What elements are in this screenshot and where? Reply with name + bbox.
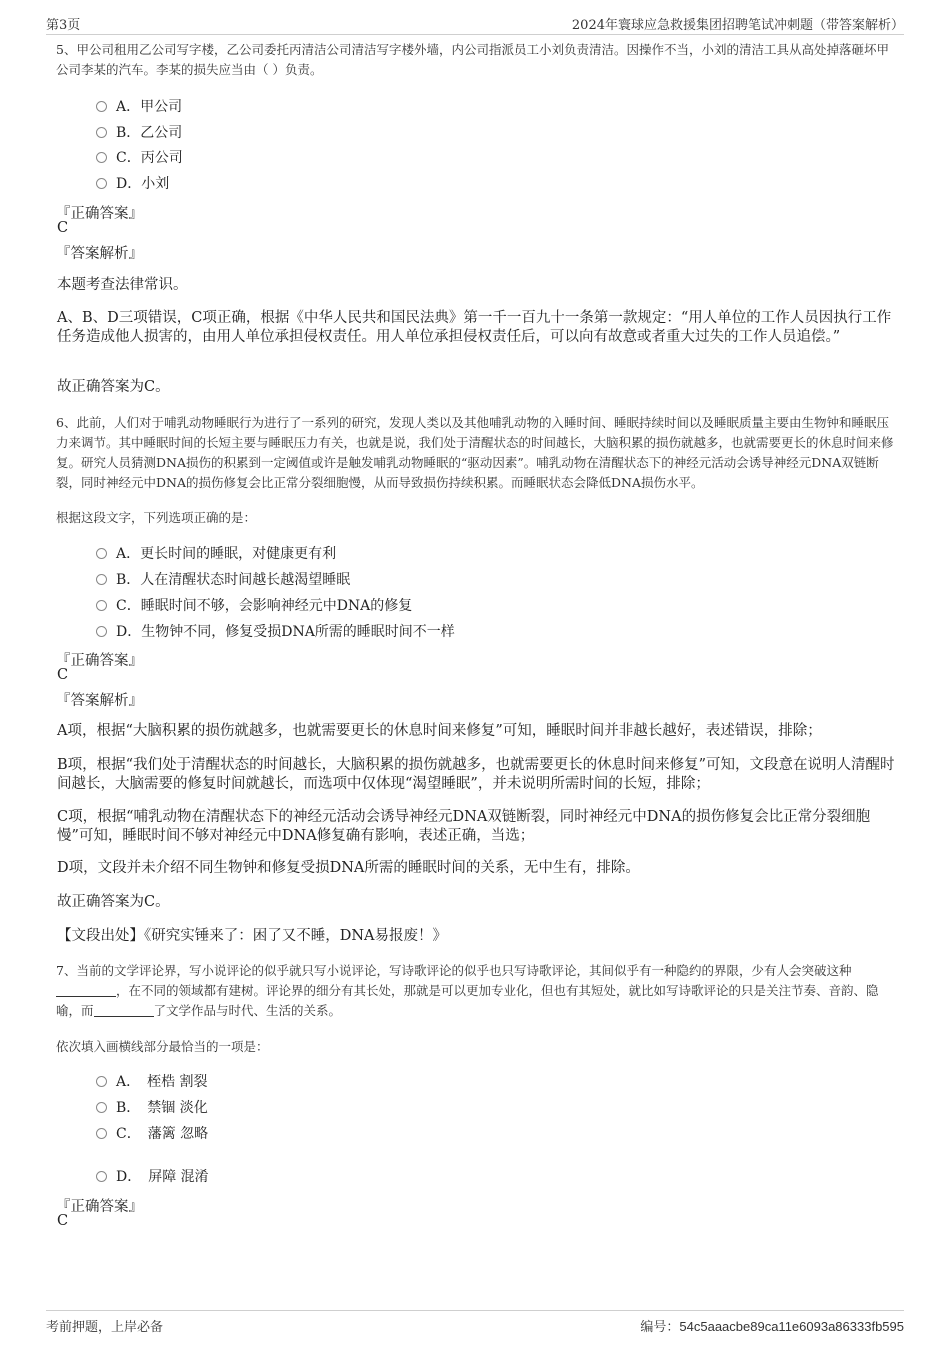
option-a[interactable]: A． 桎梏 割裂 <box>96 1071 208 1091</box>
option-d[interactable]: D．小刘 <box>96 173 169 193</box>
correct-answer-value: C <box>57 667 69 683</box>
page-footer <box>46 1310 904 1333</box>
question-6-prompt: 根据这段文字，下列选项正确的是： <box>56 510 257 525</box>
option-d[interactable]: D． 屏障 混淆 <box>96 1166 209 1186</box>
source-citation: 【文段出处】《研究实锤来了：困了又不睡，DNA易报废！》 <box>57 928 448 944</box>
radio-icon[interactable] <box>96 127 107 138</box>
analysis-label: 『答案解析』 <box>56 246 143 262</box>
radio-icon[interactable] <box>96 626 107 637</box>
option-c[interactable]: C． 藩篱 忽略 <box>96 1123 208 1143</box>
analysis-paragraph: D项，文段并未介绍不同生物钟和修复受损DNA所需的睡眠时间的关系，无中生有，排除。 <box>57 860 640 876</box>
radio-icon[interactable] <box>96 600 107 611</box>
analysis-paragraph: 本题考查法律常识。 <box>57 277 188 293</box>
correct-answer-value: C <box>57 220 69 236</box>
footer-slogan: 考前押题，上岸必备 <box>46 1320 164 1335</box>
option-d[interactable]: D．生物钟不同，修复受损DNA所需的睡眠时间不一样 <box>96 621 455 641</box>
document-code: 编号：54c5aaacbe89ca11e6093a86333fb595 <box>640 1319 904 1335</box>
option-b[interactable]: B．乙公司 <box>96 122 182 142</box>
analysis-paragraph: A、B、D三项错误，C项正确，根据《中华人民共和国民法典》第一千一百九十一条第一款规定：“用人单位的工作人员因执行工作任务造成他人损害的，由用人单位承担侵权责任。用人单位承担侵权责任后，可以向有故意或者重大过失的工作人员追偿。” <box>57 310 892 345</box>
option-c[interactable]: C．睡眠时间不够，会影响神经元中DNA的修复 <box>96 595 412 615</box>
analysis-label: 『答案解析』 <box>56 693 143 709</box>
radio-icon[interactable] <box>96 178 107 189</box>
option-a[interactable]: A．更长时间的睡眠，对健康更有利 <box>96 543 336 563</box>
page-number: 第3页 <box>46 18 81 33</box>
fill-blank <box>56 984 116 997</box>
question-7-text: 7、当前的文学评论界，写小说评论的似乎就只写小说评论，写诗歌评论的似乎也只写诗歌评论，其间似乎有一种隐约的界限，少有人会突破这种，在不同的领域都有建树。评论界的细分有其长处，那就是可以更加专业化，但也有其短处，就比如写诗歌评论的只是关注节奏、音韵、隐喻，而 了文学作品与时代、生活的关系。 <box>56 963 879 1018</box>
fill-blank <box>94 1004 154 1017</box>
radio-icon[interactable] <box>96 101 107 112</box>
correct-answer-label: 『正确答案』 <box>56 653 143 669</box>
radio-icon[interactable] <box>96 1076 107 1087</box>
question-6-text: 6、此前，人们对于哺乳动物睡眠行为进行了一系列的研究，发现人类以及其他哺乳动物的入睡时间、睡眠持续时间以及睡眠质量主要由生物钟和睡眠压力来调节。其中睡眠时间的长短主要与睡眠压力有关，也就是说，我们处于清醒状态的时间越长，大脑积累的损伤就越多，也就需要更长的休息时间来修复。研究人员猜测DNA损伤的积累到一定阈值或许是触发哺乳动物睡眠的“驱动因素”。哺乳动物在清醒状态下的神经元活动会诱导神经元DNA双链断裂，同时神经元中DNA的损伤修复会比正常分裂细胞慢，从而导致损伤持续积累。而睡眠状态会降低DNA损伤水平。 <box>56 415 894 490</box>
correct-answer-label: 『正确答案』 <box>56 1199 143 1215</box>
radio-icon[interactable] <box>96 548 107 559</box>
radio-icon[interactable] <box>96 1102 107 1113</box>
question-7-prompt: 依次填入画横线部分最恰当的一项是： <box>56 1039 269 1054</box>
radio-icon[interactable] <box>96 1128 107 1139</box>
page-header <box>46 12 904 35</box>
analysis-paragraph: C项，根据“哺乳动物在清醒状态下的神经元活动会诱导神经元DNA双链断裂，同时神经元中DNA的损伤修复会比正常分裂细胞慢”可知，睡眠时间不够对神经元中DNA修复确有影响，表述正确，当选； <box>57 809 871 844</box>
document-title: 2024年寰球应急救援集团招聘笔试冲刺题（带答案解析） <box>571 18 904 33</box>
analysis-paragraph: B项，根据“我们处于清醒状态的时间越长，大脑积累的损伤就越多，也就需要更长的休息时间来修复”可知，文段意在说明人清醒时间越长，大脑需要的修复时间就越长，而选项中仅体现“渴望睡眠”，并未说明所需时间的长短，排除； <box>57 757 895 792</box>
radio-icon[interactable] <box>96 1171 107 1182</box>
option-a[interactable]: A．甲公司 <box>96 96 182 116</box>
analysis-paragraph: 故正确答案为C。 <box>57 379 170 395</box>
radio-icon[interactable] <box>96 574 107 585</box>
option-b[interactable]: B． 禁锢 淡化 <box>96 1097 208 1117</box>
option-b[interactable]: B．人在清醒状态时间越长越渴望睡眠 <box>96 569 350 589</box>
correct-answer-label: 『正确答案』 <box>56 206 143 222</box>
radio-icon[interactable] <box>96 152 107 163</box>
question-5-text: 5、甲公司租用乙公司写字楼，乙公司委托丙清洁公司清洁写字楼外墙，内公司指派员工小刘负责清洁。因操作不当，小刘的清洁工具从高处掉落砸坏甲公司李某的汽车。李某的损失应当由（ ）负责。 <box>56 42 889 77</box>
option-c[interactable]: C．丙公司 <box>96 147 183 167</box>
correct-answer-value: C <box>57 1213 69 1229</box>
analysis-paragraph: A项，根据“大脑积累的损伤就越多，也就需要更长的休息时间来修复”可知，睡眠时间并非越长越好，表述错误，排除； <box>57 723 822 739</box>
analysis-paragraph: 故正确答案为C。 <box>57 894 170 910</box>
